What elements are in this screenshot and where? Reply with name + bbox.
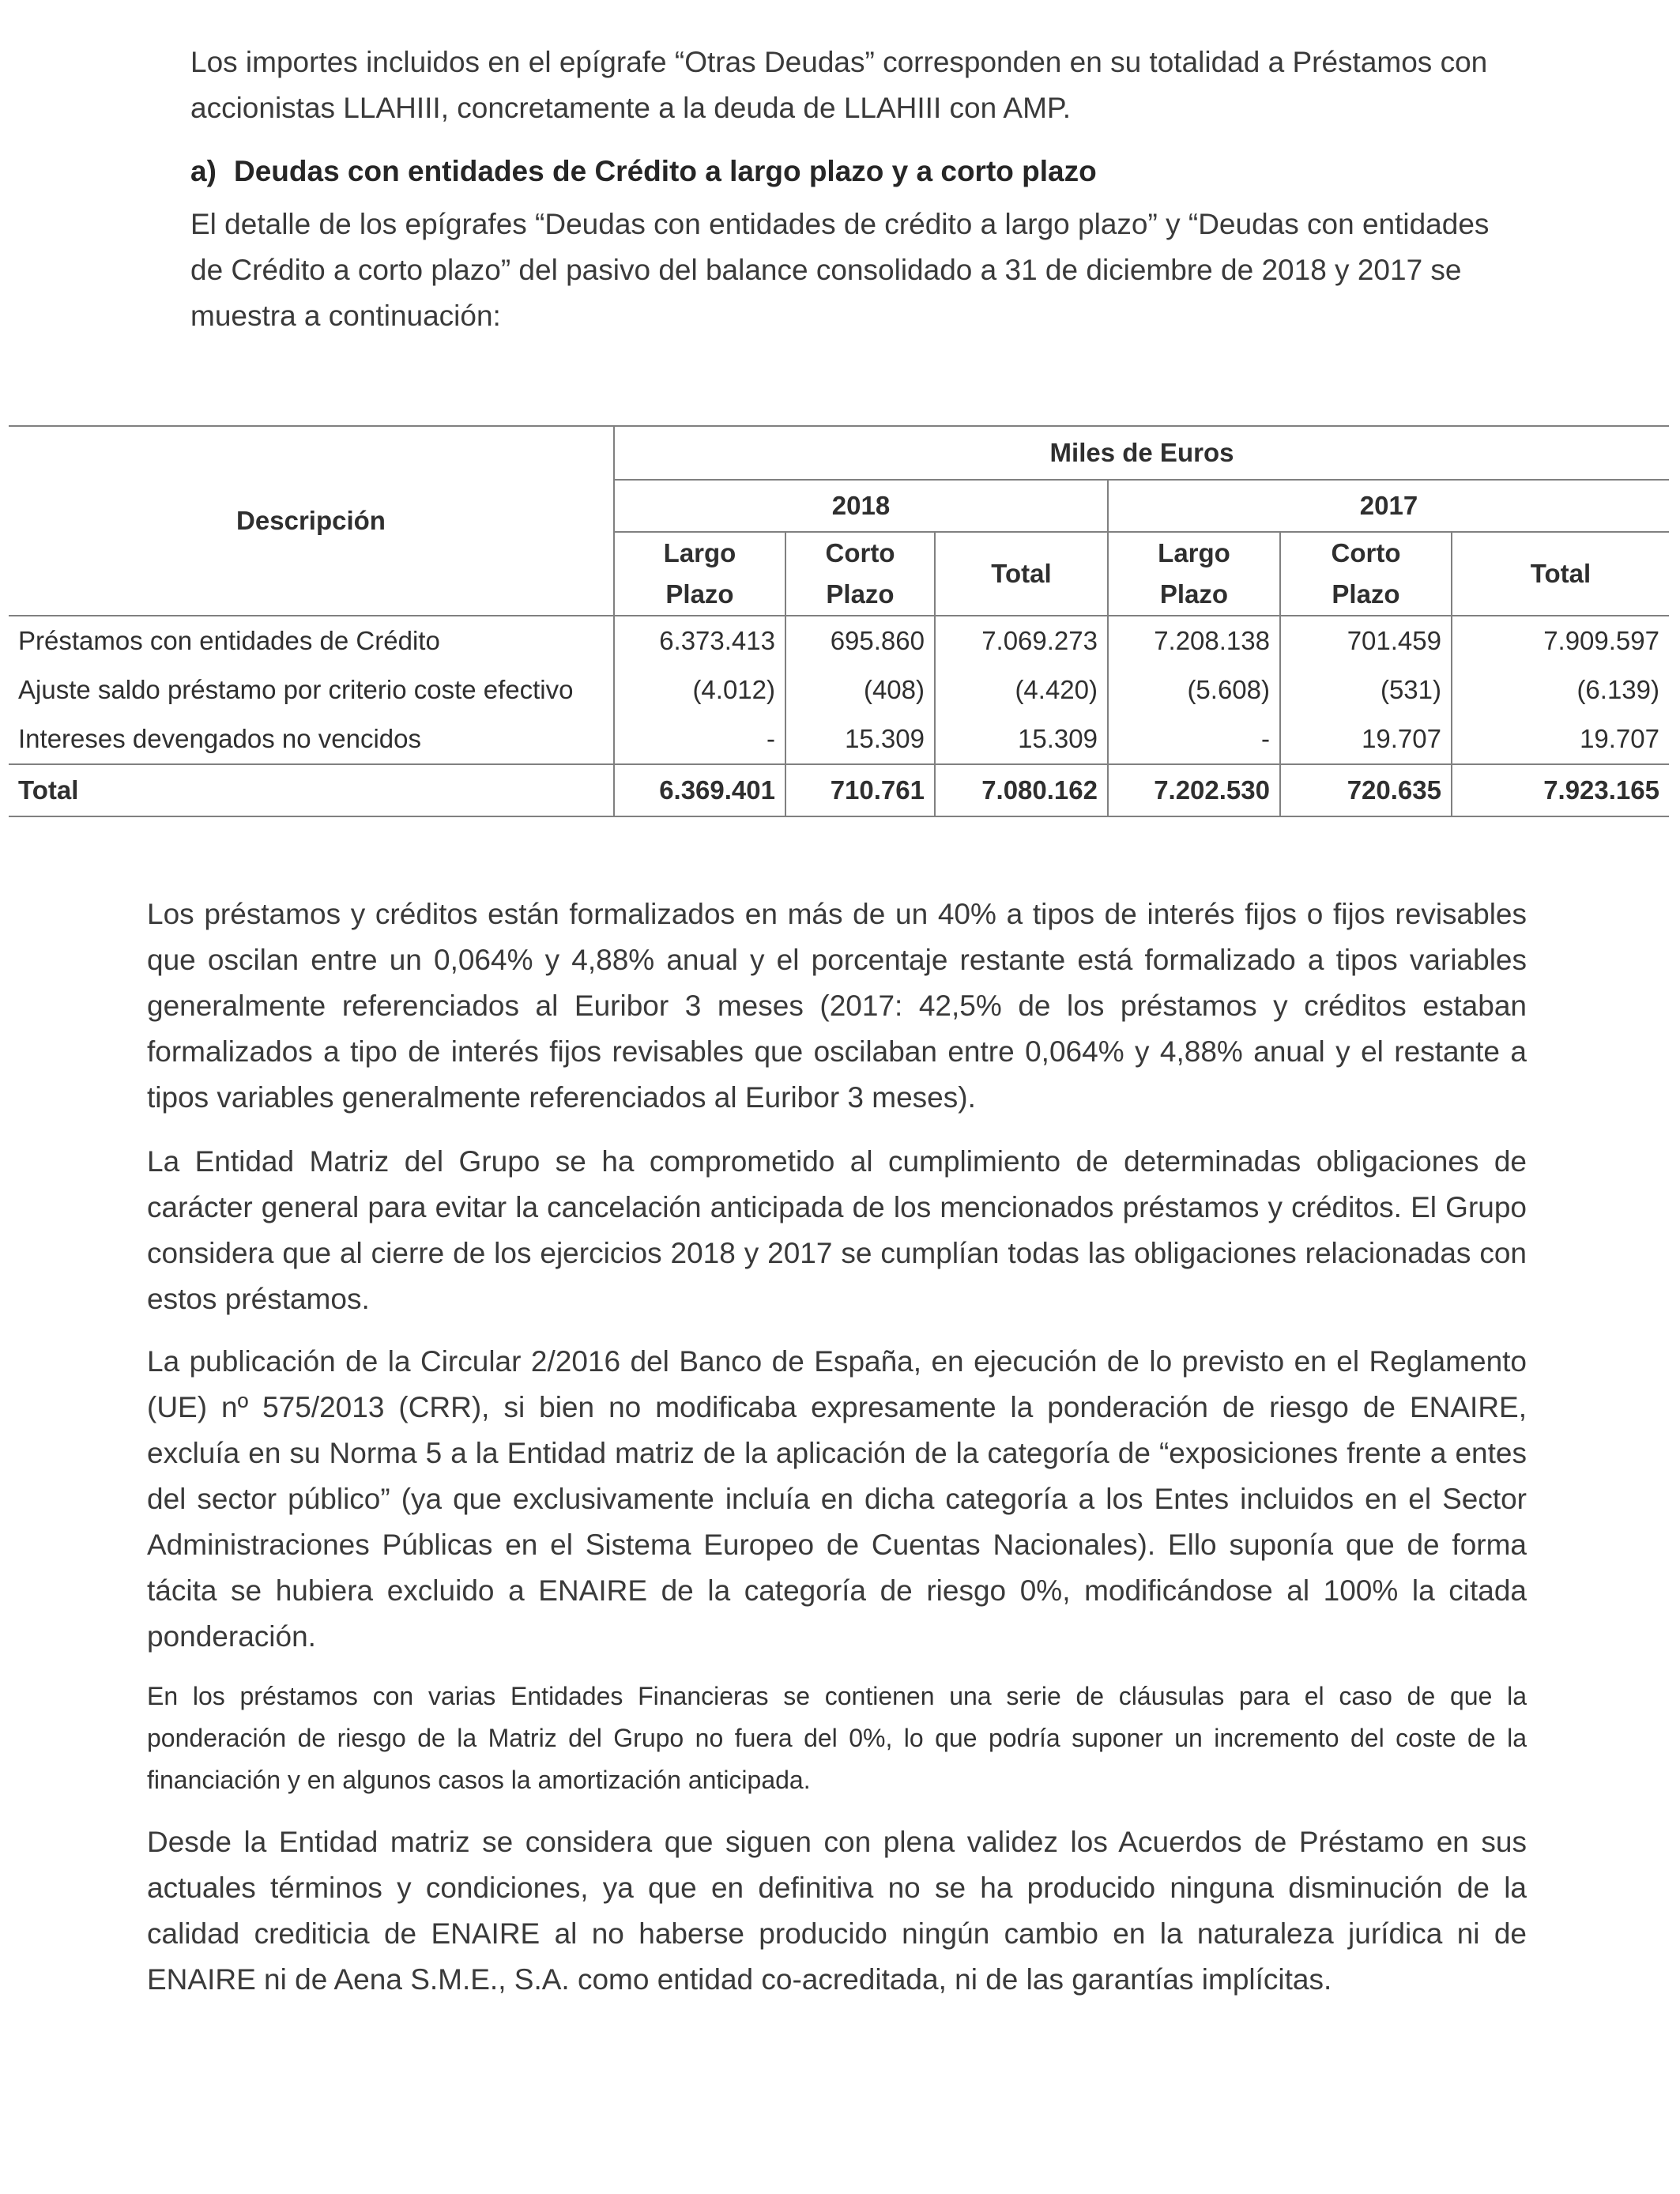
table-cell: (6.139)	[1452, 665, 1669, 714]
year-2018-header: 2018	[614, 480, 1108, 532]
table-cell: 15.309	[935, 714, 1108, 764]
table-row	[9, 616, 1669, 665]
total-cell: 6.369.401	[614, 764, 785, 816]
total-cell: 7.923.165	[1452, 764, 1669, 816]
table-cell: 695.860	[785, 616, 935, 665]
paragraph-interest-rates: Los préstamos y créditos están formalizados en más de un 40% a tipos de interés fijos o fijos revisables que oscilan entre un 0,064% y 4,88% anual y el porcentaje restante está formalizado a tipos variables generalmente referenciados al Euribor 3 meses (2017: 42,5% de los préstamos y créditos estaban formalizados a tipo de interés fijos revisables que oscilaban entre 0,064% y 4,88% anual y el restante a tipos variables generalmente referenciados al Euribor 3 meses).	[147, 898, 1527, 1114]
table-cell: (5.608)	[1108, 665, 1280, 714]
table-cell: -	[614, 714, 785, 764]
col-total-2017: Total	[1452, 532, 1669, 616]
total-cell: 7.080.162	[935, 764, 1108, 816]
table-cell: 15.309	[785, 714, 935, 764]
col-corto-plazo-2017: Corto Plazo	[1280, 532, 1452, 616]
paragraph-obligations: La Entidad Matriz del Grupo se ha comprometido al cumplimiento de determinadas obligaciones de carácter general para evitar la cancelación anticipada de los mencionados préstamos y créditos. El Grupo considera que al cierre de los ejercicios 2018 y 2017 se cumplían todas las obligaciones relacionadas con estos préstamos.	[147, 1145, 1527, 1315]
col-largo-plazo-2018: Largo Plazo	[614, 532, 785, 616]
row-description: Ajuste saldo préstamo por criterio coste efectivo	[18, 675, 574, 704]
units-header: Miles de Euros	[614, 426, 1669, 480]
table-cell: 7.909.597	[1452, 616, 1669, 665]
total-label: Total	[9, 764, 614, 816]
paragraph-circular: La publicación de la Circular 2/2016 del Banco de España, en ejecución de lo previsto en el Reglamento (UE) nº 575/2013 (CRR), si bien no modificaba expresamente la ponderación de riesgo de ENAIRE, excluía en su Norma 5 a la Entidad matriz de la aplicación de la categoría de “exposiciones frente a entes del sector público” (ya que exclusivamente incluía en dicha categoría a los Entes incluidos en el Sector Administraciones Públicas en el Sistema Europeo de Cuentas Nacionales). Ello suponía que de forma tácita se hubiera excluido a ENAIRE de la categoría de riesgo 0%, modificándose al 100% la citada ponderación.	[147, 1345, 1527, 1653]
table-row	[9, 714, 1669, 764]
table-cell: 7.069.273	[935, 616, 1108, 665]
total-cell: 710.761	[785, 764, 935, 816]
row-description: Préstamos con entidades de Crédito	[9, 616, 614, 665]
table-cell: (4.012)	[614, 665, 785, 714]
col-total-2018: Total	[935, 532, 1108, 616]
year-2017-header: 2017	[1108, 480, 1669, 532]
section-title: Deudas con entidades de Crédito a largo plazo y a corto plazo	[234, 155, 1097, 187]
table-cell: (408)	[785, 665, 935, 714]
col-largo-plazo-2017: Largo Plazo	[1108, 532, 1280, 616]
table-cell: 701.459	[1280, 616, 1452, 665]
col-corto-plazo-2018: Corto Plazo	[785, 532, 935, 616]
section-paragraph: El detalle de los epígrafes “Deudas con entidades de crédito a largo plazo” y “Deudas con entidades de Crédito a corto plazo” del pasivo del balance consolidado a 31 de diciembre de 2018 y 2017 se muestra a continuación:	[190, 208, 1490, 332]
paragraph-clauses: En los préstamos con varias Entidades Financieras se contienen una serie de cláusulas para el caso de que la ponderación de riesgo de la Matriz del Grupo no fuera del 0%, lo que podría suponer un incremento del coste de la financiación y en algunos casos la amortización anticipada.	[147, 1682, 1527, 1794]
paragraph-agreements: Desde la Entidad matriz se considera que siguen con plena validez los Acuerdos de Préstamo en sus actuales términos y condiciones, ya que en definitiva no se ha producido ninguna disminución de la calidad crediticia de ENAIRE al no haberse producido ningún cambio en la naturaleza jurídica ni de ENAIRE ni de Aena S.M.E., S.A. como entidad co-acreditada, ni de las garantías implícitas.	[147, 1826, 1527, 1996]
table-cell: -	[1108, 714, 1280, 764]
section-heading	[190, 149, 1526, 194]
table-cell: 7.208.138	[1108, 616, 1280, 665]
intro-paragraph: Los importes incluidos en el epígrafe “Otras Deudas” corresponden en su totalidad a Préstamos con accionistas LLAHIII, concretamente a la deuda de LLAHIII con AMP.	[190, 46, 1488, 124]
debt-table	[9, 425, 1669, 817]
table-cell: 6.373.413	[614, 616, 785, 665]
description-header: Descripción	[9, 426, 614, 616]
table-cell: 19.707	[1452, 714, 1669, 764]
table-cell: 19.707	[1280, 714, 1452, 764]
row-description: Intereses devengados no vencidos	[18, 724, 422, 753]
total-cell: 720.635	[1280, 764, 1452, 816]
table-row	[9, 665, 1669, 714]
total-cell: 7.202.530	[1108, 764, 1280, 816]
table-cell: (4.420)	[935, 665, 1108, 714]
table-cell: (531)	[1280, 665, 1452, 714]
section-label: a)	[190, 155, 217, 187]
table-total-row	[9, 764, 1669, 816]
